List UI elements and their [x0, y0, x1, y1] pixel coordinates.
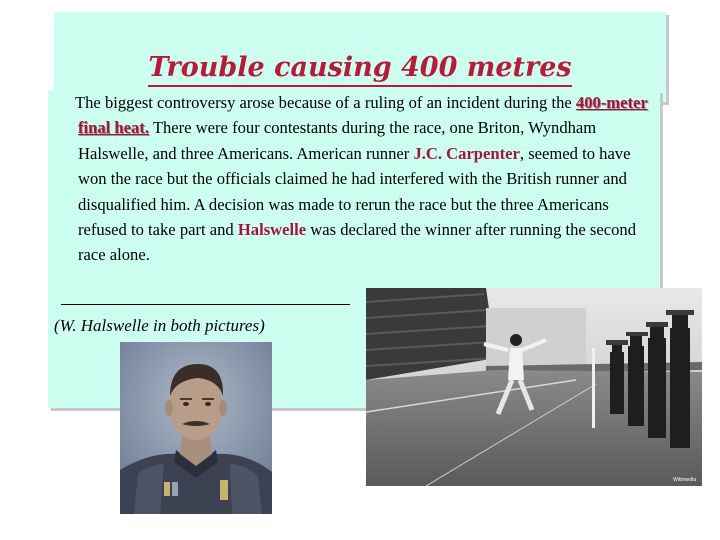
paragraph-text-4: was declared the winner after running the second race alone.	[78, 220, 637, 265]
body-paragraph	[75, 90, 660, 268]
slide-title	[54, 52, 666, 83]
slide-title-text: Trouble causing 400 metres	[148, 52, 571, 87]
race-illustration	[366, 288, 702, 486]
paragraph-text-2: There were four contestants during the race, one Briton, Wyndham Halswelle, and three Americans. American runner	[78, 118, 597, 163]
race-photo	[366, 288, 702, 486]
halswelle-name: Halswelle	[237, 220, 307, 240]
paragraph-text-3: , seemed to have won the race but the officials claimed he had interfered with the British runner and disqualified him. A decision was made to rerun the race but the three Americans refused to take part and	[78, 143, 631, 240]
portrait-illustration	[120, 342, 272, 514]
photo-caption: (W. Halswelle in both pictures)	[54, 316, 265, 335]
photo-credit: Wikimedia	[672, 477, 696, 483]
carpenter-name: J.C. Carpenter	[413, 143, 520, 163]
paragraph-text-1: The biggest controversy arose because of a ruling of an incident during the	[75, 93, 576, 112]
portrait-photo	[120, 342, 272, 514]
divider-line	[61, 304, 350, 305]
final-heat-link[interactable]: 400-meter final heat.	[78, 93, 648, 138]
title-box	[54, 12, 666, 102]
